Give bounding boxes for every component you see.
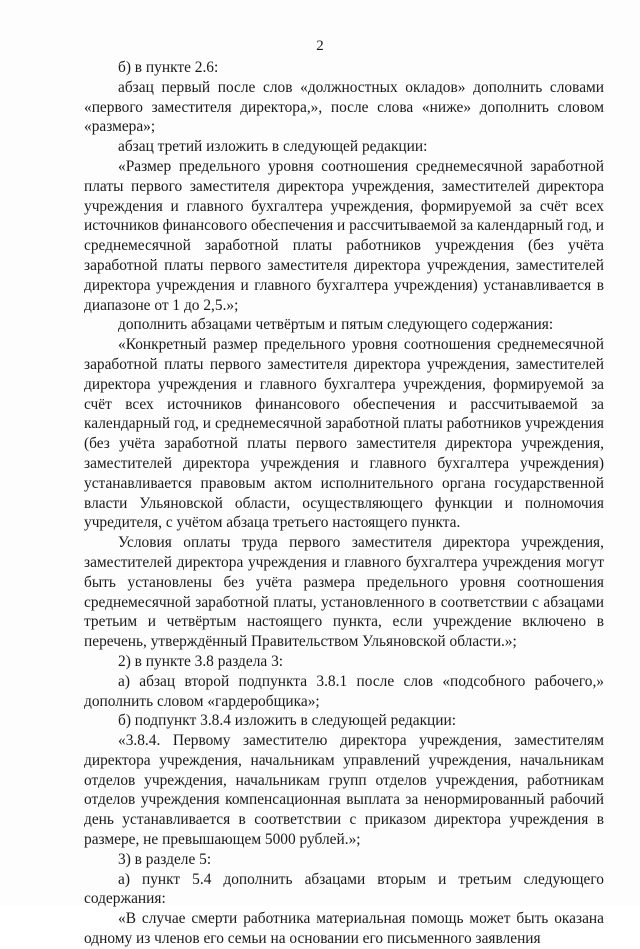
paragraph-ratio-range-quote: «Размер предельного уровня соотношения среднемесячной заработной платы первого заместителя директора учреждения, заместителей директора учреждения и главного бухгалтера учреждения, формируемой за счёт всех источников финансового обеспечения и рассчитываемой за календарный год, и среднемесячной заработной платы работников учреждения (без учёта заработной платы первого заместителя директора учреждения, заместителей директора учреждения и главного бухгалтера учреждения) устанавливается в диапазоне от 1 до 2,5.»; [84,157,604,314]
paragraph-item-b-point-2-6: б) в пункте 2.6: [118,59,219,76]
paragraph-pay-conditions-quote: Условия оплаты труда первого заместителя директора учреждения, заместителей директора учреждения и главного бухгалтера учреждения могут быть установлены без учёта размера предельного уровня соотношения среднемесячной заработной платы, установленного в соответствии с абзацами третьим и четвёртым настоящего пункта, если учреждение включено в перечень, утверждённый Правительством Ульяновской области.»; [84,534,604,651]
paragraph-subpoint-3-8-4-quote: «3.8.4. Первому заместителю директора учреждения, заместителям директора учреждения, начальникам управлений учреждения, начальникам отделов учреждения, начальникам групп отделов учреждения, работникам отделов учреждения компенсационная выплата за ненормированный рабочий день устанавливается в соответствии с приказом директора учреждения в размере, не превышающем 5000 рублей.»; [84,732,604,849]
paragraph-add-abzacs-intro: дополнить абзацами четвёртым и пятым следующего содержания: [118,316,554,334]
paragraph-subpoint-3-8-4-intro: б) подпункт 3.8.4 изложить в следующей редакции: [118,712,457,730]
paragraph-subpoint-3-8-1: а) абзац второй подпункта 3.8.1 после слов «подсобного рабочего,» дополнить словом «гардеробщика»; [84,672,604,710]
document-body [84,58,604,949]
paragraph-point-5-4: а) пункт 5.4 дополнить абзацами вторым и третьим следующего содержания: [84,870,604,908]
paragraph-point-3-8: 2) в пункте 3.8 раздела 3: [118,652,284,670]
page-number: 2 [316,38,324,54]
paragraph-section-5: 3) в разделе 5: [118,850,212,868]
paragraph-death-assistance-quote: «В случае смерти работника материальная помощь может быть оказана одному из членов его семьи на основании его письменного заявления [84,910,604,948]
paragraph-third-abzac-intro: абзац третий изложить в следующей редакции: [118,138,428,156]
paragraph-first-abzac-amendment: абзац первый после слов «должностных окладов» дополнить словами «первого заместителя директора,», после слова «ниже» дополнить словом «размера»; [84,78,604,136]
paragraph-specific-ratio-quote: «Конкретный размер предельного уровня соотношения среднемесячной заработной платы первого заместителя директора учреждения, заместителей директора учреждения и главного бухгалтера учреждения, формируемой за счёт всех источников финансового обеспечения и рассчитываемой за календарный год, и среднемесячной заработной платы работников учреждения (без учёта заработной платы первого заместителя директора учреждения, заместителей директора учреждения и главного бухгалтера учреждения) устанавливается правовым актом исполнительного органа государственной власти Ульяновской области, осуществляющего функции и полномочия учредителя, с учётом абзаца третьего настоящего пункта. [84,336,604,532]
